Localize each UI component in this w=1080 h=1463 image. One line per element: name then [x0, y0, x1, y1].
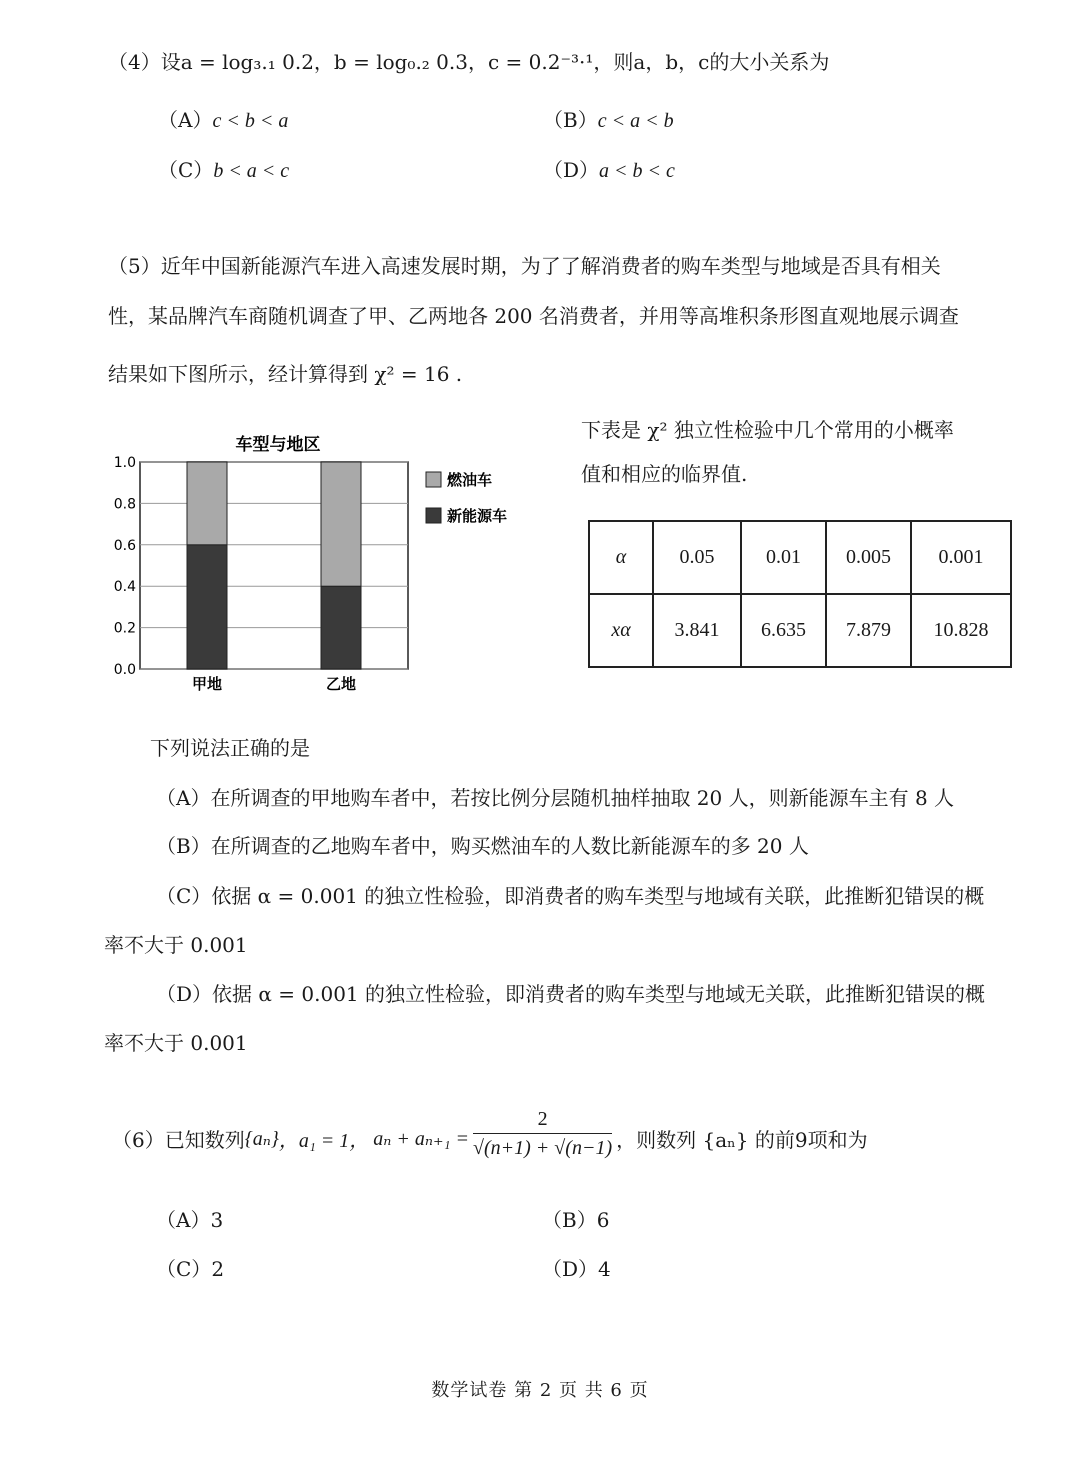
alpha-cell: 0.01 — [741, 521, 826, 594]
q6-option-b — [542, 1204, 609, 1233]
option-text: c < b < a — [212, 110, 289, 132]
critical-cell: 3.841 — [653, 594, 741, 667]
q5-prompt: 下列说法正确的是 — [150, 736, 310, 760]
q5-line-2: 性，某品牌汽车商随机调查了甲、乙两地各 200 名消费者，并用等高堆积条形图直观地展示调查 — [108, 304, 959, 328]
q6-sequence: {aₙ} — [244, 1127, 279, 1150]
option-label: （C） — [156, 1257, 212, 1281]
option-label: （B） — [543, 108, 598, 132]
q6-option-c — [156, 1253, 224, 1282]
option-text: 依据 α = 0.001 的独立性检验，即消费者的购车类型与地域无关联，此推断犯错误的概 — [212, 982, 985, 1006]
chart-title: 车型与地区 — [235, 435, 321, 455]
option-label: （B） — [542, 1208, 597, 1232]
y-tick-label: 0.4 — [113, 579, 136, 596]
critical-value-table — [588, 520, 1012, 668]
option-label: （C） — [158, 158, 214, 182]
q4-stem: （4）设a = log₃.₁ 0.2，b = log₀.₂ 0.3，c = 0.2⁻³·¹，则a，b，c的大小关系为 — [108, 50, 830, 74]
bar-segment — [187, 462, 227, 545]
option-text: a < b < c — [599, 160, 675, 182]
legend-label: 燃油车 — [447, 471, 493, 489]
stacked-bar-chart — [100, 428, 540, 703]
bar-segment — [187, 545, 227, 669]
q6-stem — [112, 1108, 868, 1164]
q5-line-1: （5）近年中国新能源汽车进入高速发展时期，为了了解消费者的购车类型与地域是否具有相关 — [108, 254, 941, 278]
q5-option-d — [156, 978, 985, 1007]
option-text: c < a < b — [597, 110, 674, 132]
option-label: （C） — [156, 884, 212, 908]
option-label: （A） — [156, 1208, 211, 1232]
table-row-critical — [589, 594, 1011, 667]
y-tick-label: 0.6 — [113, 537, 136, 554]
row-header-alpha: α — [589, 521, 653, 594]
bar-segment — [321, 462, 361, 586]
q5-option-b — [156, 830, 809, 859]
q6-condition-1: ，a₁ = 1， — [278, 1129, 370, 1152]
option-label: （B） — [156, 834, 211, 858]
alpha-cell: 0.05 — [653, 521, 741, 594]
legend-swatch — [426, 472, 441, 487]
plot-frame — [140, 462, 408, 669]
option-label: （D） — [542, 1257, 599, 1281]
q6-condition-2: aₙ + aₙ₊₁ = — [373, 1127, 470, 1150]
fraction-denominator: √(n+1) + √(n−1) — [473, 1137, 613, 1159]
y-tick-label: 0.8 — [113, 496, 136, 513]
q6-option-d — [542, 1253, 611, 1282]
q5-option-a — [156, 782, 954, 811]
q6-prefix: （6）已知数列 — [112, 1127, 245, 1152]
option-text: 4 — [598, 1257, 611, 1281]
q5-option-c — [156, 880, 984, 909]
fraction-numerator: 2 — [473, 1108, 612, 1134]
option-text: 依据 α = 0.001 的独立性检验，即消费者的购车类型与地域有关联，此推断犯错误的概 — [211, 884, 985, 908]
critical-cell: 6.635 — [741, 594, 826, 667]
option-label: （A） — [158, 108, 213, 132]
option-text: 在所调查的甲地购车者中，若按比例分层随机抽样抽取 20 人，则新能源车主有 8 人 — [210, 786, 955, 810]
option-label: （A） — [156, 786, 211, 810]
q5-option-d-cont: 率不大于 0.001 — [104, 1031, 248, 1055]
q6-suffix: ，则数列 {aₙ} 的前9项和为 — [616, 1127, 868, 1152]
y-tick-label: 0.0 — [113, 662, 136, 678]
alpha-cell: 0.005 — [826, 521, 911, 594]
q4-option-a — [158, 104, 288, 133]
y-tick-label: 1.0 — [113, 455, 136, 471]
option-label: （D） — [156, 982, 213, 1006]
q4-option-b — [543, 104, 674, 133]
alpha-cell: 0.001 — [911, 521, 1011, 594]
x-tick-label: 甲地 — [191, 675, 223, 693]
q6-fraction — [473, 1108, 612, 1160]
bar-segment — [321, 586, 361, 669]
x-tick-label: 乙地 — [325, 675, 357, 693]
critical-cell: 10.828 — [911, 594, 1011, 667]
legend-swatch — [426, 508, 441, 523]
side-text-2: 值和相应的临界值. — [581, 462, 748, 486]
q5-option-c-cont: 率不大于 0.001 — [104, 933, 248, 957]
y-tick-label: 0.2 — [113, 620, 136, 637]
q6-option-a — [156, 1204, 223, 1233]
page-footer: 数学试卷 第 2 页 共 6 页 — [431, 1380, 649, 1401]
option-label: （D） — [543, 158, 600, 182]
row-header-x-alpha: xα — [589, 594, 653, 667]
option-text: 2 — [211, 1257, 225, 1281]
q4-option-d — [543, 154, 675, 183]
option-text: 6 — [596, 1208, 610, 1232]
legend-label: 新能源车 — [447, 507, 508, 525]
critical-cell: 7.879 — [826, 594, 911, 667]
table-row-alpha — [589, 521, 1011, 594]
option-text: b < a < c — [213, 160, 290, 182]
side-text-1: 下表是 χ² 独立性检验中几个常用的小概率 — [581, 418, 954, 442]
q4-option-c — [158, 154, 289, 183]
option-text: 在所调查的乙地购车者中，购买燃油车的人数比新能源车的多 20 人 — [210, 834, 809, 858]
q5-line-3: 结果如下图所示，经计算得到 χ² = 16 . — [108, 362, 463, 386]
option-text: 3 — [210, 1208, 224, 1232]
